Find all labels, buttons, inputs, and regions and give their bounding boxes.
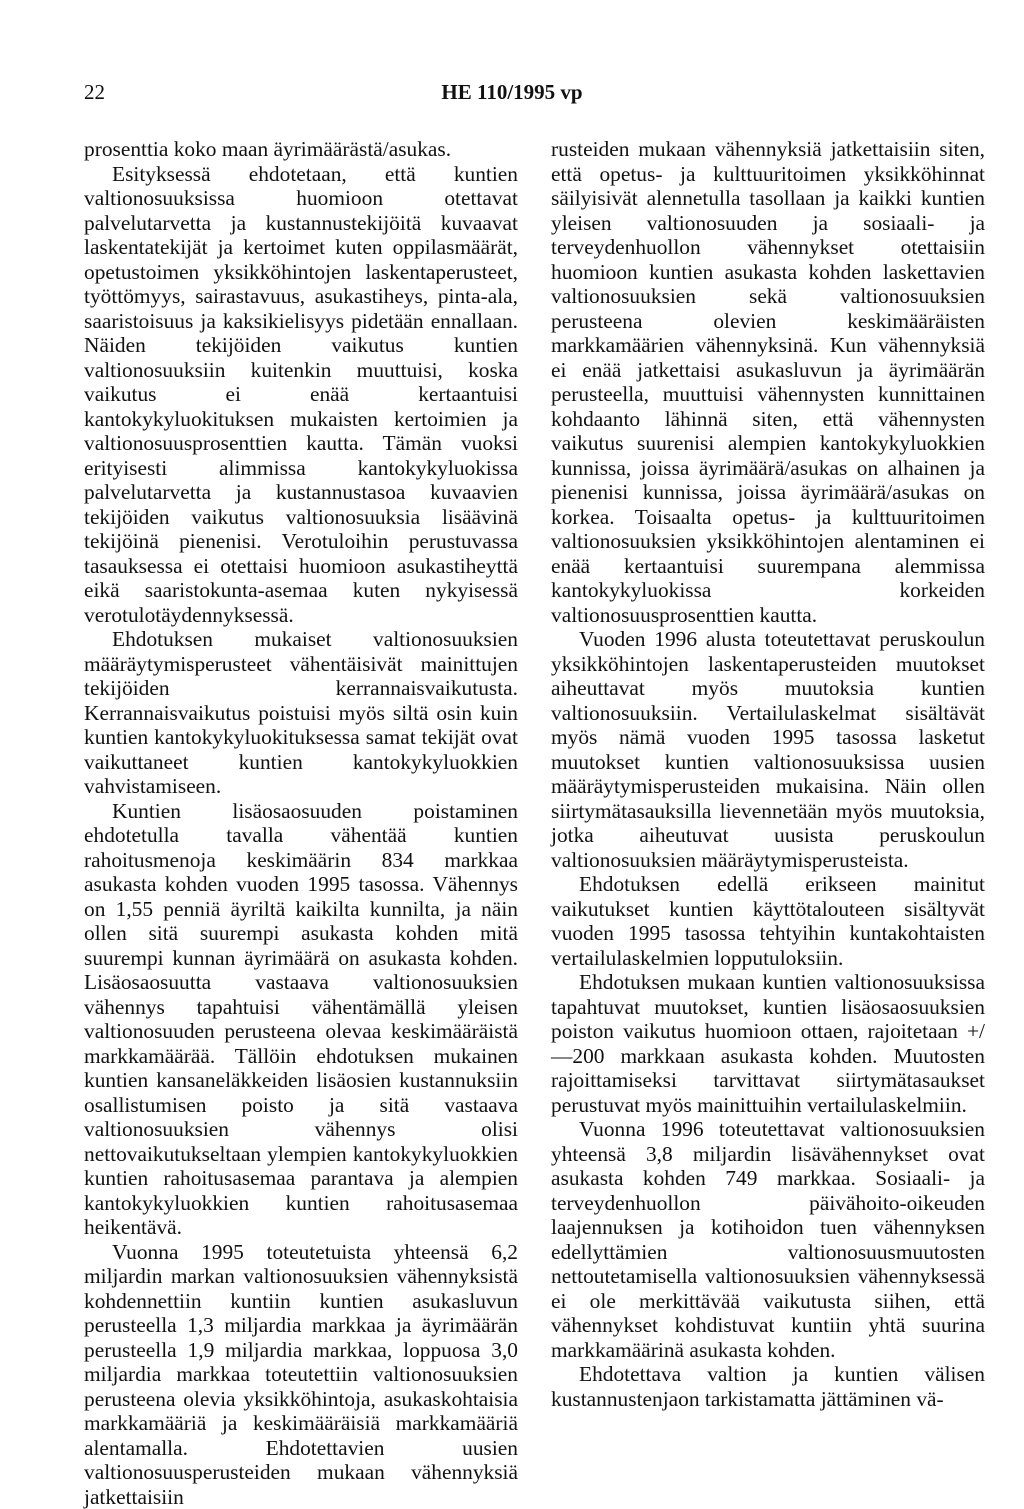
paragraph: Vuoden 1996 alusta toteutettavat peruskoulun yksikköhintojen laskentaperusteiden muutokset aiheuttavat myös muutoksia kuntien valtionosuuksiin. Vertailulaskelmat sisältävät myös nämä vuoden 1995 tasossa lasketut muutokset kuntien valtionosuuksissa uusien määräytymisperusteiden mukaisina. Näin ollen siirtymätasauksilla lievennetään myös muutoksia, jotka aiheutuvat uusista peruskoulun valtionosuuksien määräytymisperusteista.	[551, 627, 985, 872]
document-id: HE 110/1995 vp	[0, 80, 1024, 105]
right-column	[551, 137, 985, 1411]
paragraph: Vuonna 1995 toteutetuista yhteensä 6,2 miljardin markan valtionosuuksien vähennyksistä kohdennettiin kuntiin kuntien asukasluvun perusteella 1,3 miljardia markkaa ja äyrimäärän perusteella 1,9 miljardia markkaa, loppuosa 3,0 miljardia markkaa toteutettiin valtionosuuksien perusteena olevia yksikköhintoja, asukaskohtaisia markkamääriä ja keskimääräisiä markkamääriä alentamalla. Ehdotettavien uusien valtionosuusperusteiden mukaan vähennyksiä jatkettaisiin	[84, 1240, 518, 1509]
paragraph: prosenttia koko maan äyrimäärästä/asukas.	[84, 137, 518, 162]
paragraph: Kuntien lisäosaosuuden poistaminen ehdotetulla tavalla vähentää kuntien rahoitusmenoja keskimäärin 834 markkaa asukasta kohden vuoden 1995 tasossa. Vähennys on 1,55 penniä äyriltä kaikilta kunnilta, ja näin ollen sitä suurempi asukasta kohden mitä suurempi kunnan äyrimäärä on asukasta kohden. Lisäosaosuutta vastaava valtionosuuksien vähennys tapahtuisi vähentämällä yleisen valtionosuuden perusteena olevaa keskimääräistä markkamäärää. Tällöin ehdotuksen mukainen kuntien kansaneläkkeiden lisäosien kustannuksiin osallistumisen poisto ja sitä vastaava valtionosuuksien vähennys olisi nettovaikutukseltaan ylempien kantokykyluokkien kuntien rahoitusasemaa parantava ja alempien kantokykyluokkien kuntien rahoitusasemaa heikentävä.	[84, 799, 518, 1240]
paragraph: rusteiden mukaan vähennyksiä jatkettaisiin siten, että opetus- ja kulttuuritoimen yksikköhinnat säilyisivät alennetulla tasollaan ja kaikki kuntien yleisen valtionosuuden ja sosiaali- ja terveydenhuollon vähennykset otettaisiin huomioon kuntien asukasta kohden laskettavien valtionosuuksien sekä valtionosuuksien perusteena olevien keskimääräisten markkamäärien vähennyksinä. Kun vähennyksiä ei enää jatkettaisi asukasluvun ja äyrimäärän perusteella, muuttuisi vähennysten kunnittainen kohdaanto lähinnä siten, että vähennysten vaikutus suurenisi alempien kantokykyluokkien kunnissa, joissa äyrimäärä/asukas on alhainen ja pienenisi kunnissa, joissa äyrimäärä/asukas on korkea. Toisaalta opetus- ja kulttuuritoimen valtionosuuksien yksikköhintojen alentaminen ei enää kertaantuisi suurempana alemmissa kantokykyluokissa korkeiden valtionosuusprosenttien kautta.	[551, 137, 985, 627]
paragraph: Ehdotettava valtion ja kuntien välisen kustannustenjaon tarkistamatta jättäminen vä-	[551, 1362, 985, 1411]
left-column	[84, 137, 518, 1509]
paragraph: Esityksessä ehdotetaan, että kuntien valtionosuuksissa huomioon otettavat palvelutarvetta ja kustannustekijöitä kuvaavat laskentatekijät ja kertoimet kuten oppilasmäärät, opetustoimen yksikköhintojen laskentaperusteet, työttömyys, sairastavuus, asukastiheys, pinta-ala, saaristoisuus ja kaksikielisyys pidetään ennallaan. Näiden tekijöiden vaikutus kuntien valtionosuuksiin kuitenkin muuttuisi, koska vaikutus ei enää kertaantuisi kantokykyluokituksen mukaisten kertoimien ja valtionosuusprosenttien kautta. Tämän vuoksi erityisesti alimmissa kantokykyluokissa palvelutarvetta ja kustannustasoa kuvaavien tekijöiden vaikutus valtionosuuksia lisäävinä tekijöinä pienenisi. Verotuloihin perustuvassa tasauksessa ei otettaisi huomioon asukastiheyttä eikä saaristokunta-asemaa kuten nykyisessä verotulotäydennyksessä.	[84, 162, 518, 628]
page-number: 22	[84, 80, 105, 105]
paragraph: Ehdotuksen mukaan kuntien valtionosuuksissa tapahtuvat muutokset, kuntien lisäosaosuuksien poiston vaikutus huomioon ottaen, rajoitetaan +/—200 markkaan asukasta kohden. Muutosten rajoittamiseksi tarvittavat siirtymätasaukset perustuvat myös mainittuihin vertailulaskelmiin.	[551, 970, 985, 1117]
paragraph: Ehdotuksen edellä erikseen mainitut vaikutukset kuntien käyttötalouteen sisältyvät vuoden 1995 tasossa tehtyihin kuntakohtaisten vertailulaskelmien lopputuloksiin.	[551, 872, 985, 970]
paragraph: Ehdotuksen mukaiset valtionosuuksien määräytymisperusteet vähentäisivät mainittujen tekijöiden kerrannaisvaikutusta. Kerrannaisvaikutus poistuisi myös siltä osin kuin kuntien kantokykyluokituksessa samat tekijät ovat vaikuttaneet kuntien kantokykyluokkien vahvistamiseen.	[84, 627, 518, 799]
paragraph: Vuonna 1996 toteutettavat valtionosuuksien yhteensä 3,8 miljardin lisävähennykset ovat asukasta kohden 749 markkaa. Sosiaali- ja terveydenhuollon päivähoito-oikeuden laajennuksen ja kotihoidon tuen vähennyksen edellyttämien valtionosuusmuutosten nettoutetamisella valtionosuuksien vähennyksessä ei ole merkittävää vaikutusta siihen, että vähennykset kohdistuvat kuntiin yhtä suurina markkamäärinä asukasta kohden.	[551, 1117, 985, 1362]
